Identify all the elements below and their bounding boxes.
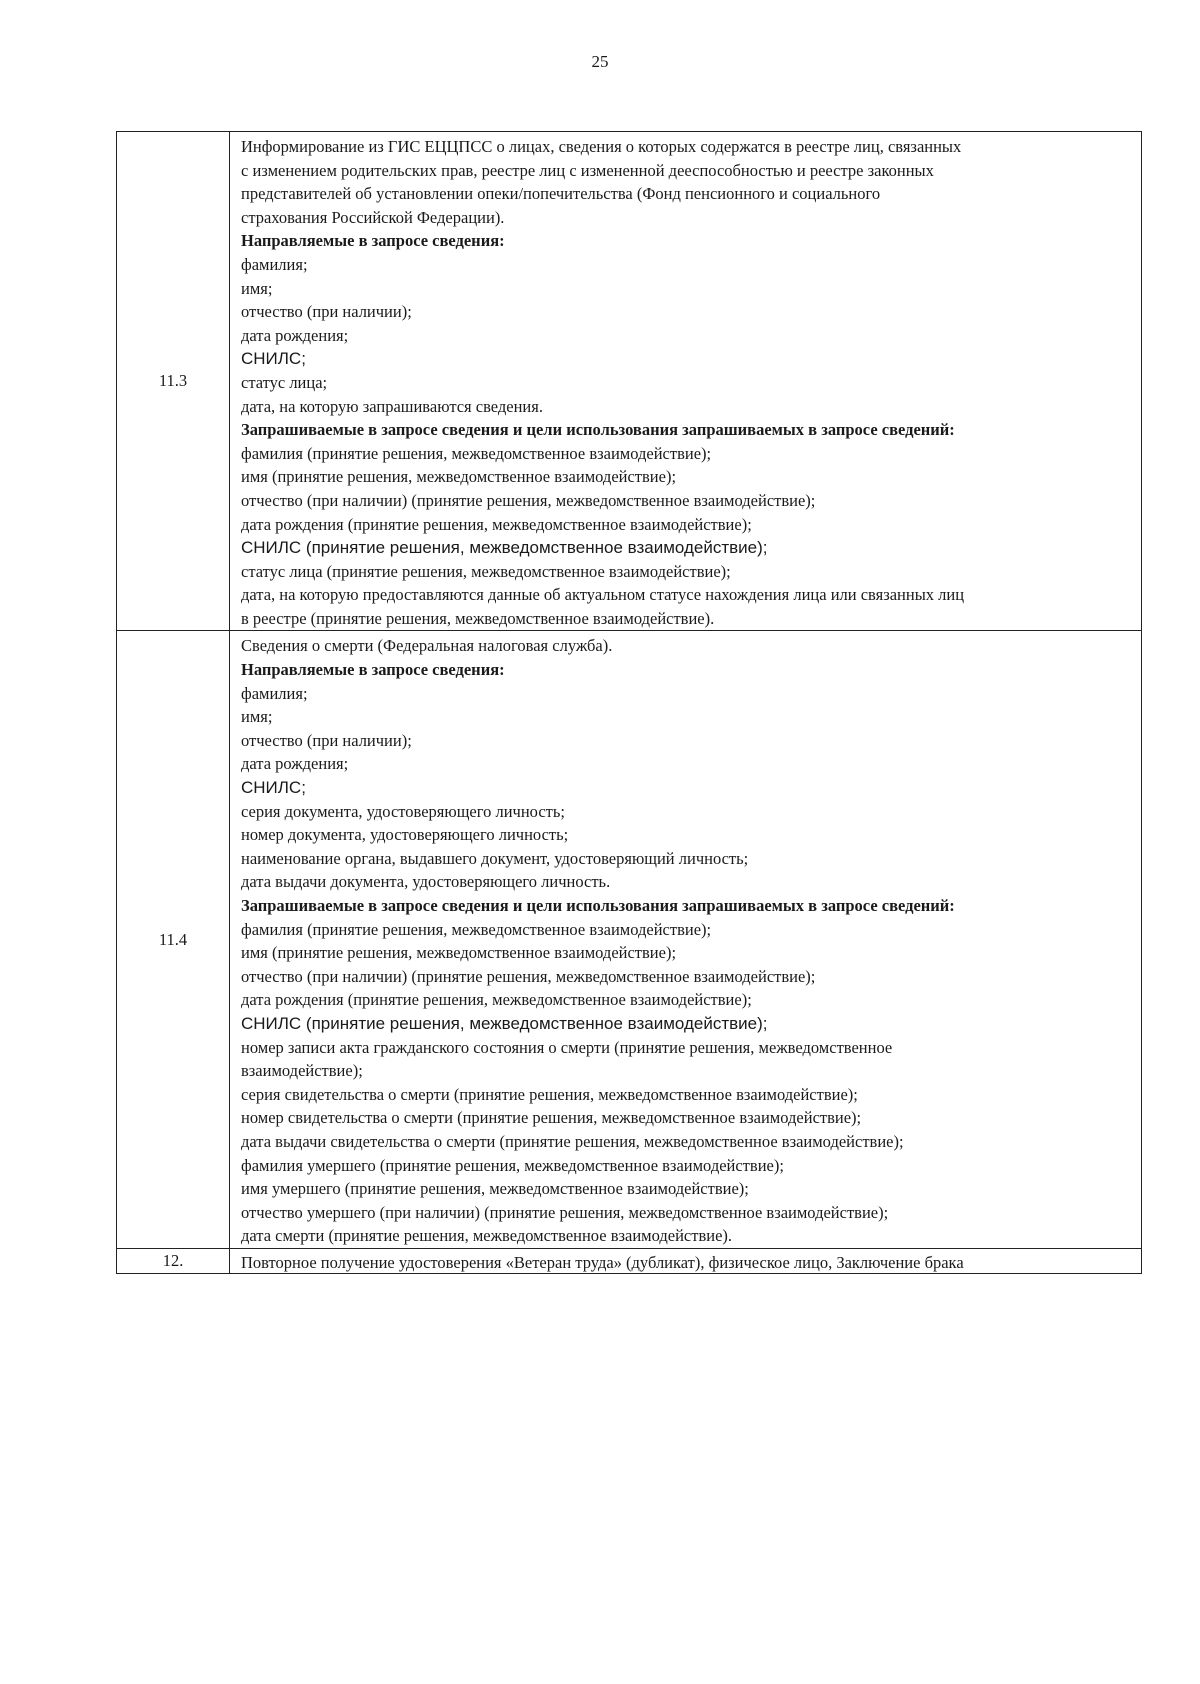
- row-content: [230, 631, 1142, 1248]
- content-line: с изменением родительских прав, реестре лиц с измененной дееспособностью и реестре законных: [241, 160, 934, 180]
- table-row: [117, 132, 1142, 631]
- content-line: СНИЛС;: [241, 349, 306, 369]
- row-content: [230, 132, 1142, 631]
- content-line: СНИЛС (принятие решения, межведомственное взаимодействие);: [241, 538, 768, 558]
- content-line: в реестре (принятие решения, межведомственное взаимодействие).: [241, 608, 715, 628]
- section-heading: Запрашиваемые в запросе сведения и цели использования запрашиваемых в запросе сведений:: [241, 896, 955, 915]
- row-number: 11.4: [117, 631, 230, 1248]
- row-content: [230, 1248, 1142, 1273]
- content-line: дата рождения (принятие решения, межведомственное взаимодействие);: [241, 514, 752, 534]
- content-line: статус лица;: [241, 372, 328, 392]
- content-line: отчество умершего (при наличии) (принятие решения, межведомственное взаимодействие);: [241, 1202, 889, 1222]
- content-line: дата рождения;: [241, 325, 349, 345]
- content-line: отчество (при наличии) (принятие решения, межведомственное взаимодействие);: [241, 966, 816, 986]
- content-line: имя (принятие решения, межведомственное взаимодействие);: [241, 467, 677, 487]
- content-line: номер документа, удостоверяющего личность;: [241, 825, 569, 845]
- content-line: дата, на которую запрашиваются сведения.: [241, 396, 543, 416]
- content-line: страхования Российской Федерации).: [241, 207, 505, 227]
- content-line: наименование органа, выдавшего документ, удостоверяющий личность;: [241, 848, 749, 868]
- content-line: СНИЛС (принятие решения, межведомственное взаимодействие);: [241, 1013, 768, 1033]
- row-number: 12.: [117, 1248, 230, 1273]
- content-line: дата выдачи документа, удостоверяющего личность.: [241, 872, 611, 892]
- content-line: статус лица (принятие решения, межведомственное взаимодействие);: [241, 561, 731, 581]
- content-line: Сведения о смерти (Федеральная налоговая служба).: [241, 636, 613, 656]
- content-line: номер записи акта гражданского состояния о смерти (принятие решения, межведомственное: [241, 1037, 893, 1057]
- content-line: отчество (при наличии);: [241, 302, 412, 322]
- content-line: фамилия;: [241, 254, 308, 274]
- content-line: представителей об установлении опеки/попечительства (Фонд пенсионного и социального: [241, 184, 881, 204]
- content-line: Информирование из ГИС ЕЦЦПСС о лицах, сведения о которых содержатся в реестре лиц, связанных: [241, 137, 962, 156]
- content-line: фамилия (принятие решения, межведомственное взаимодействие);: [241, 919, 712, 939]
- table-body: [117, 132, 1142, 1274]
- content-line: отчество (при наличии);: [241, 730, 412, 750]
- table-row: [117, 1248, 1142, 1273]
- table-row: [117, 631, 1142, 1248]
- content-line: имя;: [241, 278, 273, 298]
- content-line: дата выдачи свидетельства о смерти (принятие решения, межведомственное взаимодействие);: [241, 1131, 904, 1151]
- content-line: номер свидетельства о смерти (принятие решения, межведомственное взаимодействие);: [241, 1108, 862, 1128]
- content-line: имя;: [241, 707, 273, 727]
- content-line: имя умершего (принятие решения, межведомственное взаимодействие);: [241, 1179, 749, 1199]
- content-line: серия документа, удостоверяющего личность;: [241, 801, 565, 821]
- page-number: 25: [591, 52, 609, 71]
- content-line: СНИЛС;: [241, 778, 306, 798]
- content-line: фамилия умершего (принятие решения, межведомственное взаимодействие);: [241, 1155, 784, 1175]
- content-line: имя (принятие решения, межведомственное взаимодействие);: [241, 943, 677, 963]
- content-line: взаимодействие);: [241, 1061, 363, 1081]
- content-line: Повторное получение удостоверения «Ветеран труда» (дубликат), физическое лицо, Заключение брака: [241, 1252, 964, 1272]
- section-heading: Запрашиваемые в запросе сведения и цели использования запрашиваемых в запросе сведений:: [241, 420, 955, 440]
- section-heading: Направляемые в запросе сведения:: [241, 231, 505, 251]
- content-line: дата рождения (принятие решения, межведомственное взаимодействие);: [241, 990, 752, 1010]
- content-line: дата смерти (принятие решения, межведомственное взаимодействие).: [241, 1226, 733, 1246]
- content-line: дата рождения;: [241, 754, 349, 774]
- content-line: фамилия;: [241, 683, 308, 703]
- content-line: фамилия (принятие решения, межведомственное взаимодействие);: [241, 443, 712, 463]
- services-table: [116, 131, 1142, 1274]
- section-heading: Направляемые в запросе сведения:: [241, 660, 505, 680]
- row-number: 11.3: [117, 132, 230, 631]
- content-line: отчество (при наличии) (принятие решения, межведомственное взаимодействие);: [241, 490, 816, 510]
- content-line: дата, на которую предоставляются данные об актуальном статусе нахождения лица или связанных лиц: [241, 585, 965, 605]
- content-line: серия свидетельства о смерти (принятие решения, межведомственное взаимодействие);: [241, 1084, 858, 1104]
